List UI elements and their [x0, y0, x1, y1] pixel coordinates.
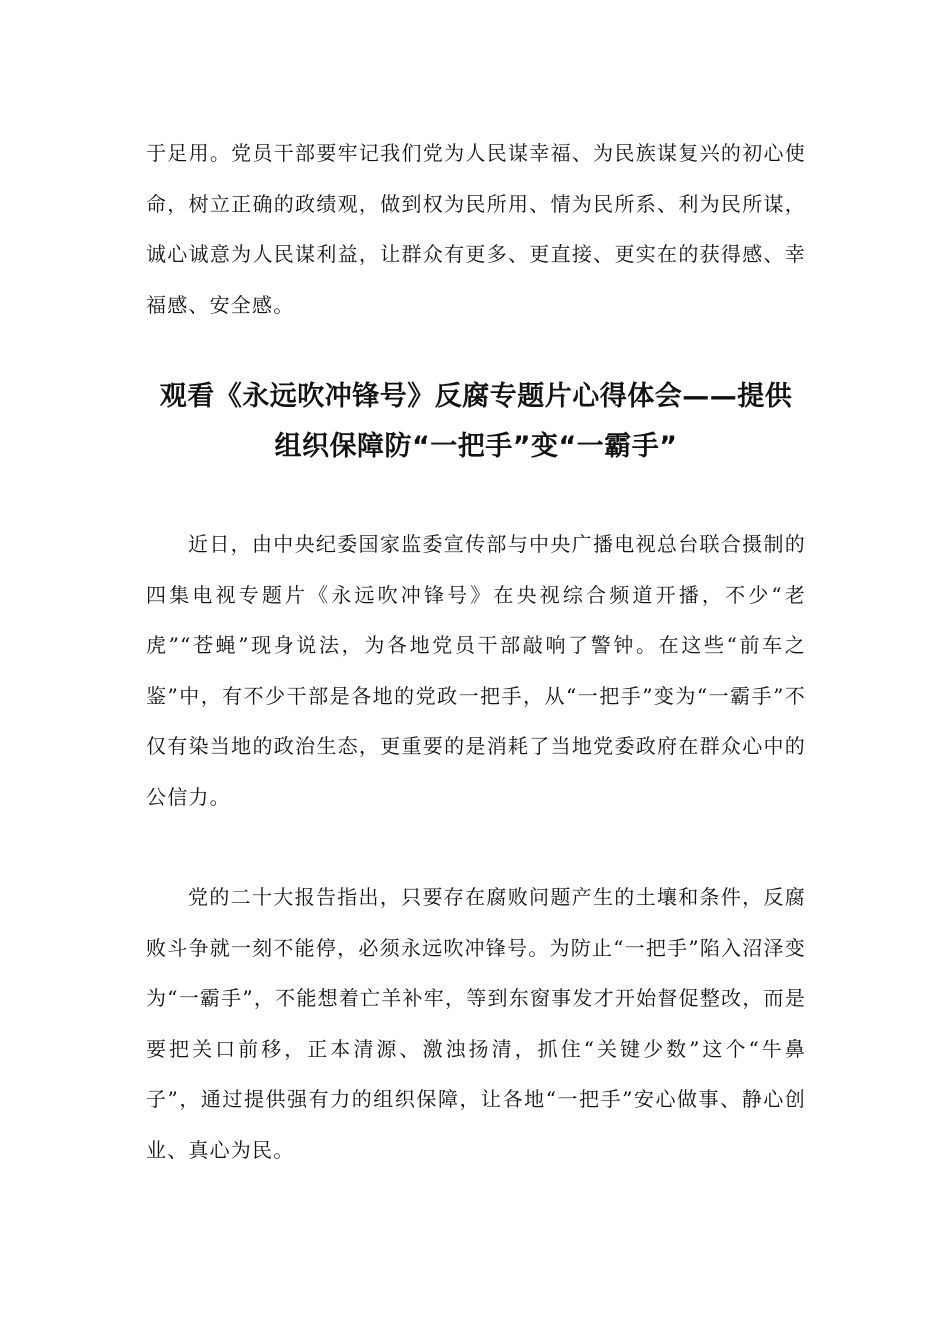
- article-title-line-2: 组织保障防“一把手”变“一霸手”: [274, 431, 678, 462]
- body-paragraph-2: 党的二十大报告指出，只要存在腐败问题产生的土壤和条件，反腐败斗争就一刻不能停，必须永远吹冲锋号。为防止“一把手”陷入沼泽变为“一霸手”，不能想着亡羊补牢，等到东窗事发才开始督促整改，而是要把关口前移，正本清源、激浊扬清，抓住“关键少数”这个“牛鼻子”，通过提供强有力的组织保障，让各地“一把手”安心做事、静心创业、真心为民。: [146, 885, 806, 1162]
- document-page: [146, 128, 806, 1175]
- article-title-line-1: 观看《永远吹冲锋号》反腐专题片心得体会——提供: [159, 381, 793, 412]
- intro-paragraph: 于足用。党员干部要牢记我们党为人民谋幸福、为民族谋复兴的初心使命，树立正确的政绩观，做到权为民所用、情为民所系、利为民所谋，诚心诚意为人民谋利益，让群众有更多、更直接、更实在的获得感、幸福感、安全感。: [146, 141, 806, 317]
- article-title: [146, 372, 806, 472]
- spacer: [146, 822, 806, 872]
- spacer: [146, 472, 806, 519]
- body-paragraph-1: 近日，由中央纪委国家监委宣传部与中央广播电视总台联合摄制的四集电视专题片《永远吹冲锋号》在央视综合频道开播，不少“老虎”“苍蝇”现身说法，为各地党员干部敲响了警钟。在这些“前车之鉴”中，有不少干部是各地的党政一把手，从“一把手”变为“一霸手”不仅有染当地的政治生态，更重要的是消耗了当地党委政府在群众心中的公信力。: [146, 532, 806, 809]
